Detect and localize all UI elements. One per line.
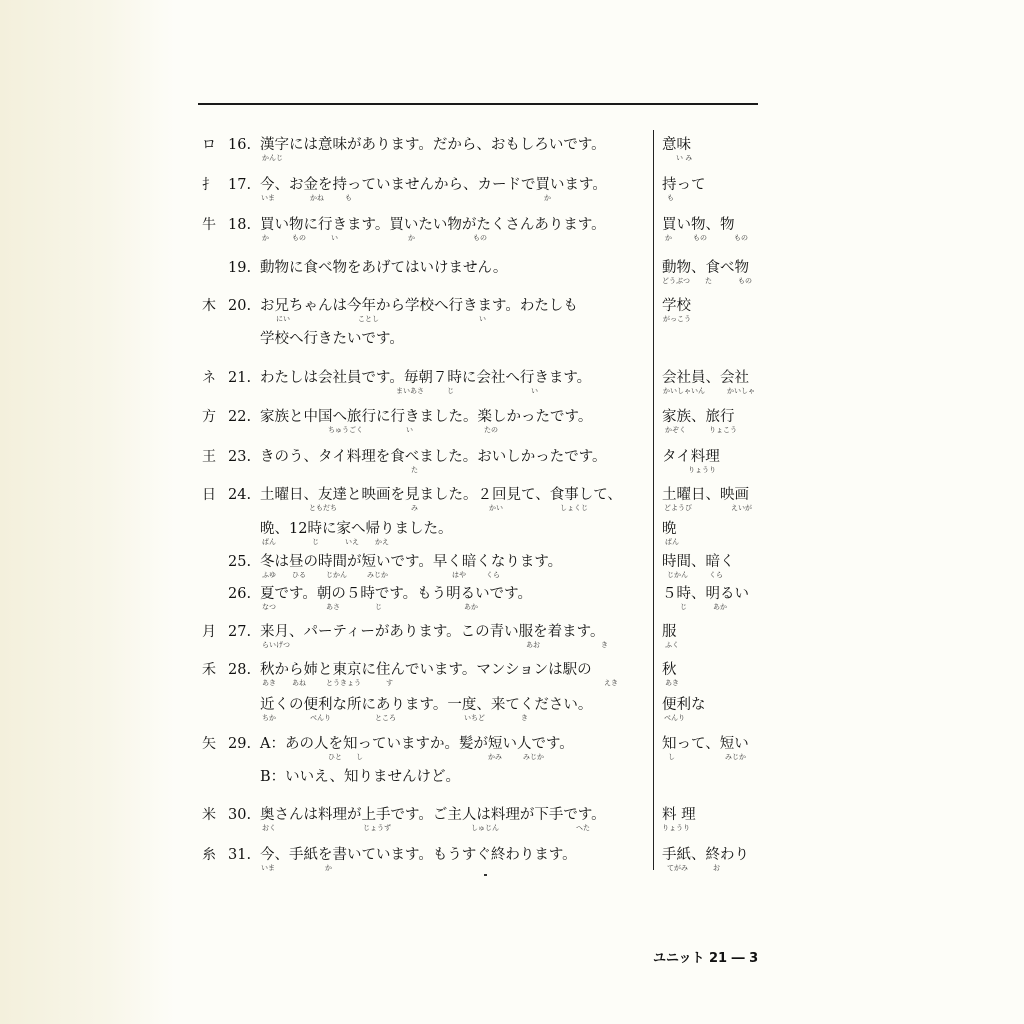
example-sentence: 近くの便利な所にあります。一度、来てください。 bbox=[260, 697, 593, 713]
print-speck bbox=[484, 874, 487, 876]
example-sentence: きのう、タイ料理を食べました。おいしかったです。 bbox=[260, 449, 607, 465]
radical-glyph: ロ bbox=[202, 137, 216, 153]
exercise-number: 19. bbox=[228, 260, 252, 276]
exercise-number: 31. bbox=[228, 847, 252, 863]
furigana: た bbox=[411, 466, 418, 474]
furigana: き bbox=[521, 714, 528, 722]
furigana: しゅじん bbox=[471, 824, 499, 832]
radical-glyph: 日 bbox=[202, 487, 216, 503]
exercise-row bbox=[0, 584, 1024, 624]
target-kanji: ５時、明るい bbox=[662, 586, 749, 602]
furigana: かえ bbox=[375, 538, 389, 546]
example-sentence: 動物に食べ物をあげてはいけません。 bbox=[260, 260, 508, 276]
furigana: いま bbox=[261, 194, 275, 202]
kanji-furigana: じ bbox=[680, 603, 687, 611]
kanji-furigana: ふく bbox=[665, 641, 679, 649]
target-kanji: 便利な bbox=[662, 697, 706, 713]
kanji-furigana: ばん bbox=[665, 538, 679, 546]
example-sentence: B：いいえ、知りませんけど。 bbox=[260, 769, 461, 785]
radical-glyph: 方 bbox=[202, 409, 216, 425]
furigana: ところ bbox=[375, 714, 396, 722]
example-sentence: 晩、12時に家へ帰りました。 bbox=[260, 521, 453, 537]
furigana: かね bbox=[310, 194, 324, 202]
kanji-furigana: かいしゃいん bbox=[663, 387, 705, 395]
target-kanji: 手紙、終わり bbox=[662, 847, 749, 863]
exercise-row bbox=[0, 329, 1024, 369]
radical-glyph: ネ bbox=[202, 370, 216, 386]
exercise-number: 16. bbox=[228, 137, 252, 153]
furigana: ばん bbox=[262, 538, 276, 546]
target-kanji: 晩 bbox=[662, 521, 677, 537]
radical-glyph: 矢 bbox=[202, 736, 216, 752]
furigana: かんじ bbox=[262, 154, 283, 162]
target-kanji: 知って、短い bbox=[662, 736, 749, 752]
kanji-furigana: かぞく bbox=[665, 426, 686, 434]
furigana: あか bbox=[464, 603, 478, 611]
exercise-row bbox=[0, 660, 1024, 700]
radical-glyph: 木 bbox=[202, 298, 216, 314]
furigana: じかん bbox=[326, 571, 347, 579]
example-sentence: 冬は昼の時間が短いです。早く暗くなります。 bbox=[260, 554, 563, 570]
furigana: べんり bbox=[310, 714, 331, 722]
target-kanji: タイ料理 bbox=[662, 449, 720, 465]
furigana: か bbox=[544, 194, 551, 202]
furigana: かみ bbox=[488, 753, 502, 761]
kanji-furigana: どうぶつ bbox=[662, 277, 690, 285]
furigana: じ bbox=[312, 538, 319, 546]
furigana: も bbox=[345, 194, 352, 202]
furigana: まいあさ bbox=[396, 387, 424, 395]
example-sentence: お兄ちゃんは今年から学校へ行きます。わたしも bbox=[260, 298, 578, 314]
exercise-row bbox=[0, 407, 1024, 447]
kanji-furigana: か bbox=[665, 234, 672, 242]
furigana: じ bbox=[375, 603, 382, 611]
radical-glyph: 米 bbox=[202, 807, 216, 823]
furigana: もの bbox=[292, 234, 306, 242]
furigana: へた bbox=[576, 824, 590, 832]
example-sentence: 秋から姉と東京に住んでいます。マンションは駅の bbox=[260, 662, 592, 678]
kanji-furigana: あか bbox=[713, 603, 727, 611]
furigana: しょくじ bbox=[560, 504, 588, 512]
furigana: はや bbox=[452, 571, 466, 579]
furigana: とうきょう bbox=[326, 679, 361, 687]
kanji-furigana: りょうり bbox=[688, 466, 716, 474]
exercise-row bbox=[0, 175, 1024, 215]
furigana: か bbox=[262, 234, 269, 242]
kanji-furigana: りょうり bbox=[662, 824, 690, 832]
target-kanji: 服 bbox=[662, 624, 677, 640]
example-sentence: 奥さんは料理が上手です。ご主人は料理が下手です。 bbox=[260, 807, 606, 823]
target-kanji: 持って bbox=[662, 177, 706, 193]
target-kanji: 時間、暗く bbox=[662, 554, 735, 570]
exercise-row bbox=[0, 368, 1024, 408]
furigana: いま bbox=[261, 864, 275, 872]
kanji-furigana: どようび bbox=[664, 504, 692, 512]
kanji-furigana: し bbox=[668, 753, 675, 761]
radical-glyph: 王 bbox=[202, 449, 216, 465]
furigana: えき bbox=[604, 679, 618, 687]
furigana: らいげつ bbox=[262, 641, 290, 649]
furigana: ちゅうごく bbox=[328, 426, 363, 434]
target-kanji: 会社員、会社 bbox=[662, 370, 749, 386]
furigana: す bbox=[386, 679, 393, 687]
exercise-number: 27. bbox=[228, 624, 252, 640]
furigana: おく bbox=[262, 824, 276, 832]
example-sentence: 漢字には意味があります。だから、おもしろいです。 bbox=[260, 137, 606, 153]
kanji-furigana: てがみ bbox=[667, 864, 688, 872]
furigana: あね bbox=[292, 679, 306, 687]
exercise-number: 24. bbox=[228, 487, 252, 503]
target-kanji: 意味 bbox=[662, 137, 691, 153]
target-kanji: 秋 bbox=[662, 662, 677, 678]
furigana: くら bbox=[486, 571, 500, 579]
furigana: あお bbox=[526, 641, 540, 649]
kanji-furigana: みじか bbox=[725, 753, 746, 761]
exercise-row bbox=[0, 258, 1024, 298]
kanji-furigana: もの bbox=[738, 277, 752, 285]
furigana: いちど bbox=[464, 714, 485, 722]
exercise-number: 29. bbox=[228, 736, 252, 752]
kanji-furigana: も bbox=[667, 194, 674, 202]
furigana: じ bbox=[447, 387, 454, 395]
exercise-row bbox=[0, 135, 1024, 175]
furigana: たの bbox=[484, 426, 498, 434]
exercise-number: 21. bbox=[228, 370, 252, 386]
radical-glyph: 禾 bbox=[202, 662, 216, 678]
kanji-furigana: い み bbox=[676, 154, 693, 162]
top-rule bbox=[198, 103, 758, 105]
exercise-row bbox=[0, 447, 1024, 487]
kanji-furigana: た bbox=[705, 277, 712, 285]
exercise-number: 25. bbox=[228, 554, 252, 570]
example-sentence: 家族と中国へ旅行に行きました。楽しかったです。 bbox=[260, 409, 593, 425]
example-sentence: 買い物に行きます。買いたい物がたくさんあります。 bbox=[260, 217, 606, 233]
example-sentence: わたしは会社員です。毎朝７時に会社へ行きます。 bbox=[260, 370, 592, 386]
example-sentence: 土曜日、友達と映画を見ました。２回見て、食事して、 bbox=[260, 487, 622, 503]
furigana: し bbox=[356, 753, 363, 761]
kanji-furigana: じかん bbox=[667, 571, 688, 579]
furigana: ひる bbox=[292, 571, 306, 579]
kanji-furigana: くら bbox=[709, 571, 723, 579]
furigana: なつ bbox=[262, 603, 276, 611]
example-sentence: A：あの人を知っていますか。髪が短い人です。 bbox=[260, 736, 574, 752]
furigana: き bbox=[601, 641, 608, 649]
radical-glyph: 糸 bbox=[202, 847, 216, 863]
exercise-row bbox=[0, 845, 1024, 885]
furigana: あさ bbox=[326, 603, 340, 611]
exercise-number: 17. bbox=[228, 177, 252, 193]
furigana: か bbox=[408, 234, 415, 242]
target-kanji: 買い物、物 bbox=[662, 217, 735, 233]
exercise-row bbox=[0, 622, 1024, 662]
furigana: ことし bbox=[358, 315, 379, 323]
furigana: い bbox=[331, 234, 338, 242]
exercise-row bbox=[0, 695, 1024, 735]
kanji-furigana: あき bbox=[665, 679, 679, 687]
radical-glyph: 扌 bbox=[202, 177, 216, 193]
example-sentence: 今、手紙を書いています。もうすぐ終わります。 bbox=[260, 847, 577, 863]
furigana: いえ bbox=[345, 538, 359, 546]
furigana: み bbox=[411, 504, 418, 512]
kanji-furigana: りょこう bbox=[709, 426, 737, 434]
example-sentence: 学校へ行きたいです。 bbox=[260, 331, 404, 347]
radical-glyph: 月 bbox=[202, 624, 216, 640]
furigana: にい bbox=[276, 315, 290, 323]
exercise-number: 26. bbox=[228, 586, 252, 602]
furigana: じょうず bbox=[363, 824, 391, 832]
exercise-row bbox=[0, 805, 1024, 845]
example-sentence: 夏です。朝の５時です。もう明るいです。 bbox=[260, 586, 533, 602]
kanji-furigana: べんり bbox=[664, 714, 685, 722]
furigana: い bbox=[479, 315, 486, 323]
kanji-furigana: えいが bbox=[731, 504, 752, 512]
kanji-furigana: がっこう bbox=[663, 315, 691, 323]
furigana: あき bbox=[262, 679, 276, 687]
furigana: かい bbox=[489, 504, 503, 512]
kanji-furigana: もの bbox=[734, 234, 748, 242]
exercise-number: 23. bbox=[228, 449, 252, 465]
furigana: ひと bbox=[328, 753, 342, 761]
target-kanji: 動物、食べ物 bbox=[662, 260, 749, 276]
furigana: もの bbox=[473, 234, 487, 242]
example-sentence: 今、お金を持っていませんから、カードで買います。 bbox=[260, 177, 607, 193]
furigana: か bbox=[325, 864, 332, 872]
furigana: い bbox=[531, 387, 538, 395]
exercise-number: 18. bbox=[228, 217, 252, 233]
kanji-furigana: かいしゃ bbox=[727, 387, 755, 395]
furigana: みじか bbox=[367, 571, 388, 579]
exercise-row bbox=[0, 215, 1024, 255]
target-kanji: 家族、旅行 bbox=[662, 409, 735, 425]
furigana: ふゆ bbox=[262, 571, 276, 579]
furigana: みじか bbox=[523, 753, 544, 761]
target-kanji: 土曜日、映画 bbox=[662, 487, 749, 503]
example-sentence: 来月、パーティーがあります。この青い服を着ます。 bbox=[260, 624, 605, 640]
furigana: ともだち bbox=[309, 504, 337, 512]
exercise-row bbox=[0, 767, 1024, 807]
target-kanji: 学校 bbox=[662, 298, 691, 314]
exercise-number: 22. bbox=[228, 409, 252, 425]
page-footer: ユニット 21 ― 3 bbox=[653, 951, 759, 966]
kanji-furigana: お bbox=[713, 864, 720, 872]
kanji-furigana: もの bbox=[693, 234, 707, 242]
furigana: い bbox=[406, 426, 413, 434]
target-kanji: 料 理 bbox=[662, 807, 696, 823]
exercise-number: 20. bbox=[228, 298, 252, 314]
exercise-number: 30. bbox=[228, 807, 252, 823]
exercise-number: 28. bbox=[228, 662, 252, 678]
furigana: ちか bbox=[262, 714, 276, 722]
radical-glyph: 牛 bbox=[202, 217, 216, 233]
